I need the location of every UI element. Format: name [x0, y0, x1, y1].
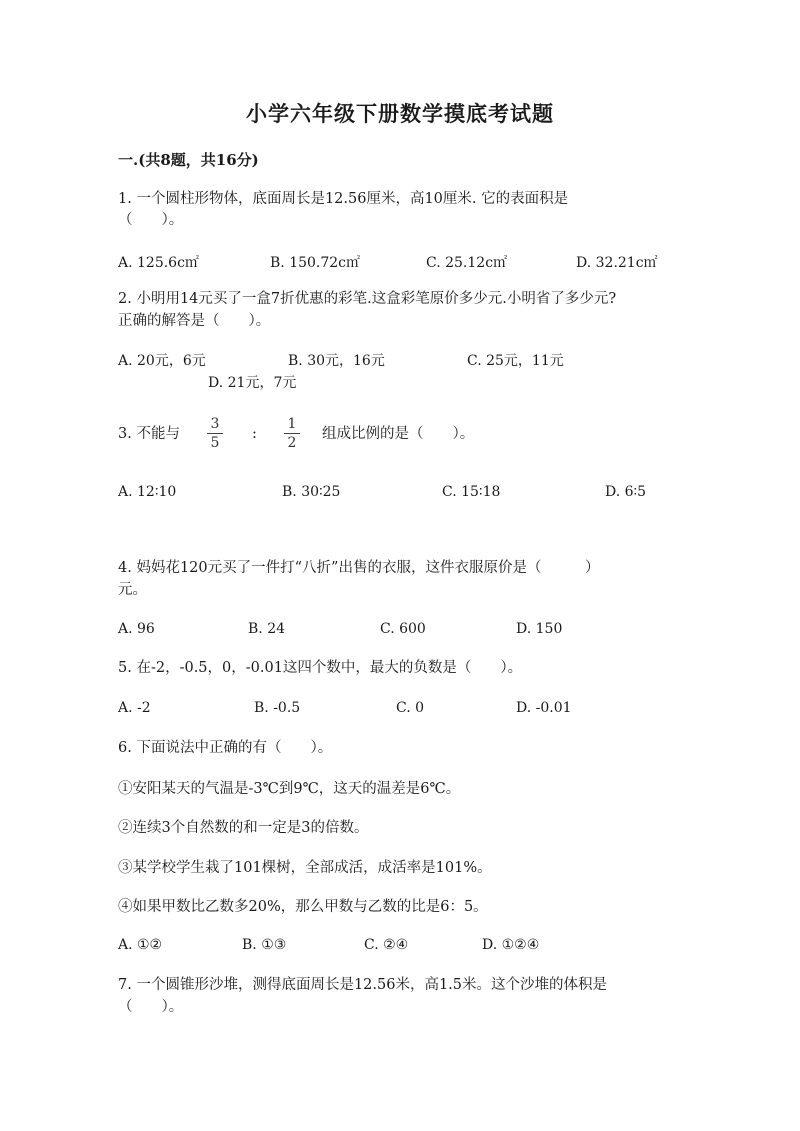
question-4-stem-line1: 4. 妈妈花120元买了一件打“八折”出售的衣服，这件衣服原价是（ ） [118, 560, 600, 576]
page-title: 小学六年级下册数学摸底考试题 [246, 101, 554, 126]
question-1-option-a: A. 125.6c㎡ [118, 255, 199, 271]
question-3-option-a: A. 12∶10 [118, 484, 177, 500]
question-1-stem-line1: 1. 一个圆柱形物体，底面周长是12.56厘米，高10厘米. 它的表面积是 [118, 191, 569, 207]
question-6-statement-3: ③某学校学生栽了101棵树，全部成活，成活率是101%。 [118, 860, 492, 876]
question-3-stem-suffix: 组成比例的是（ ）。 [322, 426, 475, 442]
fraction-bar [207, 433, 223, 434]
question-3-option-b: B. 30∶25 [282, 484, 341, 500]
fraction-1-2 [282, 416, 302, 451]
question-5-option-a: A. -2 [118, 700, 151, 716]
question-6-stem: 6. 下面说法中正确的有（ ）。 [118, 740, 333, 756]
question-1-option-d: D. 32.21c㎡ [576, 255, 658, 271]
question-5-option-b: B. -0.5 [254, 700, 301, 716]
question-6-option-a: A. ①② [118, 937, 163, 953]
question-1-option-c: C. 25.12c㎡ [426, 255, 508, 271]
question-6-statement-2: ②连续3个自然数的和一定是3的倍数。 [118, 820, 369, 836]
question-2-option-a: A. 20元，6元 [118, 353, 206, 369]
question-2-stem-line1: 2. 小明用14元买了一盒7折优惠的彩笔.这盒彩笔原价多少元.小明省了多少元? [118, 291, 617, 307]
question-6-statement-4: ④如果甲数比乙数多20%，那么甲数与乙数的比是6：5。 [118, 899, 488, 915]
question-2-stem-line2: 正确的解答是（ ）。 [118, 313, 271, 329]
question-3-option-d: D. 6∶5 [605, 484, 647, 500]
question-3-stem-prefix: 3. 不能与 [118, 426, 180, 442]
question-6-option-b: B. ①③ [242, 937, 287, 953]
question-3-option-c: C. 15∶18 [442, 484, 501, 500]
question-5-stem: 5. 在-2，-0.5，0，-0.01这四个数中，最大的负数是（ ）。 [118, 660, 523, 676]
question-4-stem-line2: 元。 [118, 582, 147, 598]
question-5-option-c: C. 0 [396, 700, 425, 716]
fraction-numerator: 1 [287, 416, 297, 432]
question-4-option-a: A. 96 [118, 621, 155, 637]
question-6-statement-1: ①安阳某天的气温是-3℃到9℃，这天的温差是6℃。 [118, 781, 461, 797]
question-2-option-b: B. 30元，16元 [288, 353, 385, 369]
fraction-3-5 [205, 416, 225, 451]
fraction-bar [284, 433, 300, 434]
question-1-stem-line2: （ ）。 [118, 212, 184, 228]
section-heading: 一.(共8题，共16分) [118, 151, 259, 169]
question-7-stem-line1: 7. 一个圆锥形沙堆，测得底面周长是12.56米，高1.5米。这个沙堆的体积是 [118, 977, 608, 993]
question-6-option-d: D. ①②④ [482, 937, 540, 953]
question-2-option-c: C. 25元，11元 [467, 353, 564, 369]
question-2-option-d: D. 21元，7元 [208, 375, 297, 391]
question-7-stem-line2: （ ）。 [118, 999, 184, 1015]
fraction-denominator: 2 [287, 435, 297, 451]
question-4-option-c: C. 600 [380, 621, 426, 637]
fraction-numerator: 3 [210, 416, 220, 432]
question-5-option-d: D. -0.01 [516, 700, 572, 716]
question-6-option-c: C. ②④ [364, 937, 409, 953]
question-4-option-d: D. 150 [516, 621, 563, 637]
question-1-option-b: B. 150.72c㎡ [270, 255, 361, 271]
ratio-colon: : [252, 426, 257, 442]
question-4-option-b: B. 24 [248, 621, 286, 637]
fraction-denominator: 5 [210, 435, 220, 451]
